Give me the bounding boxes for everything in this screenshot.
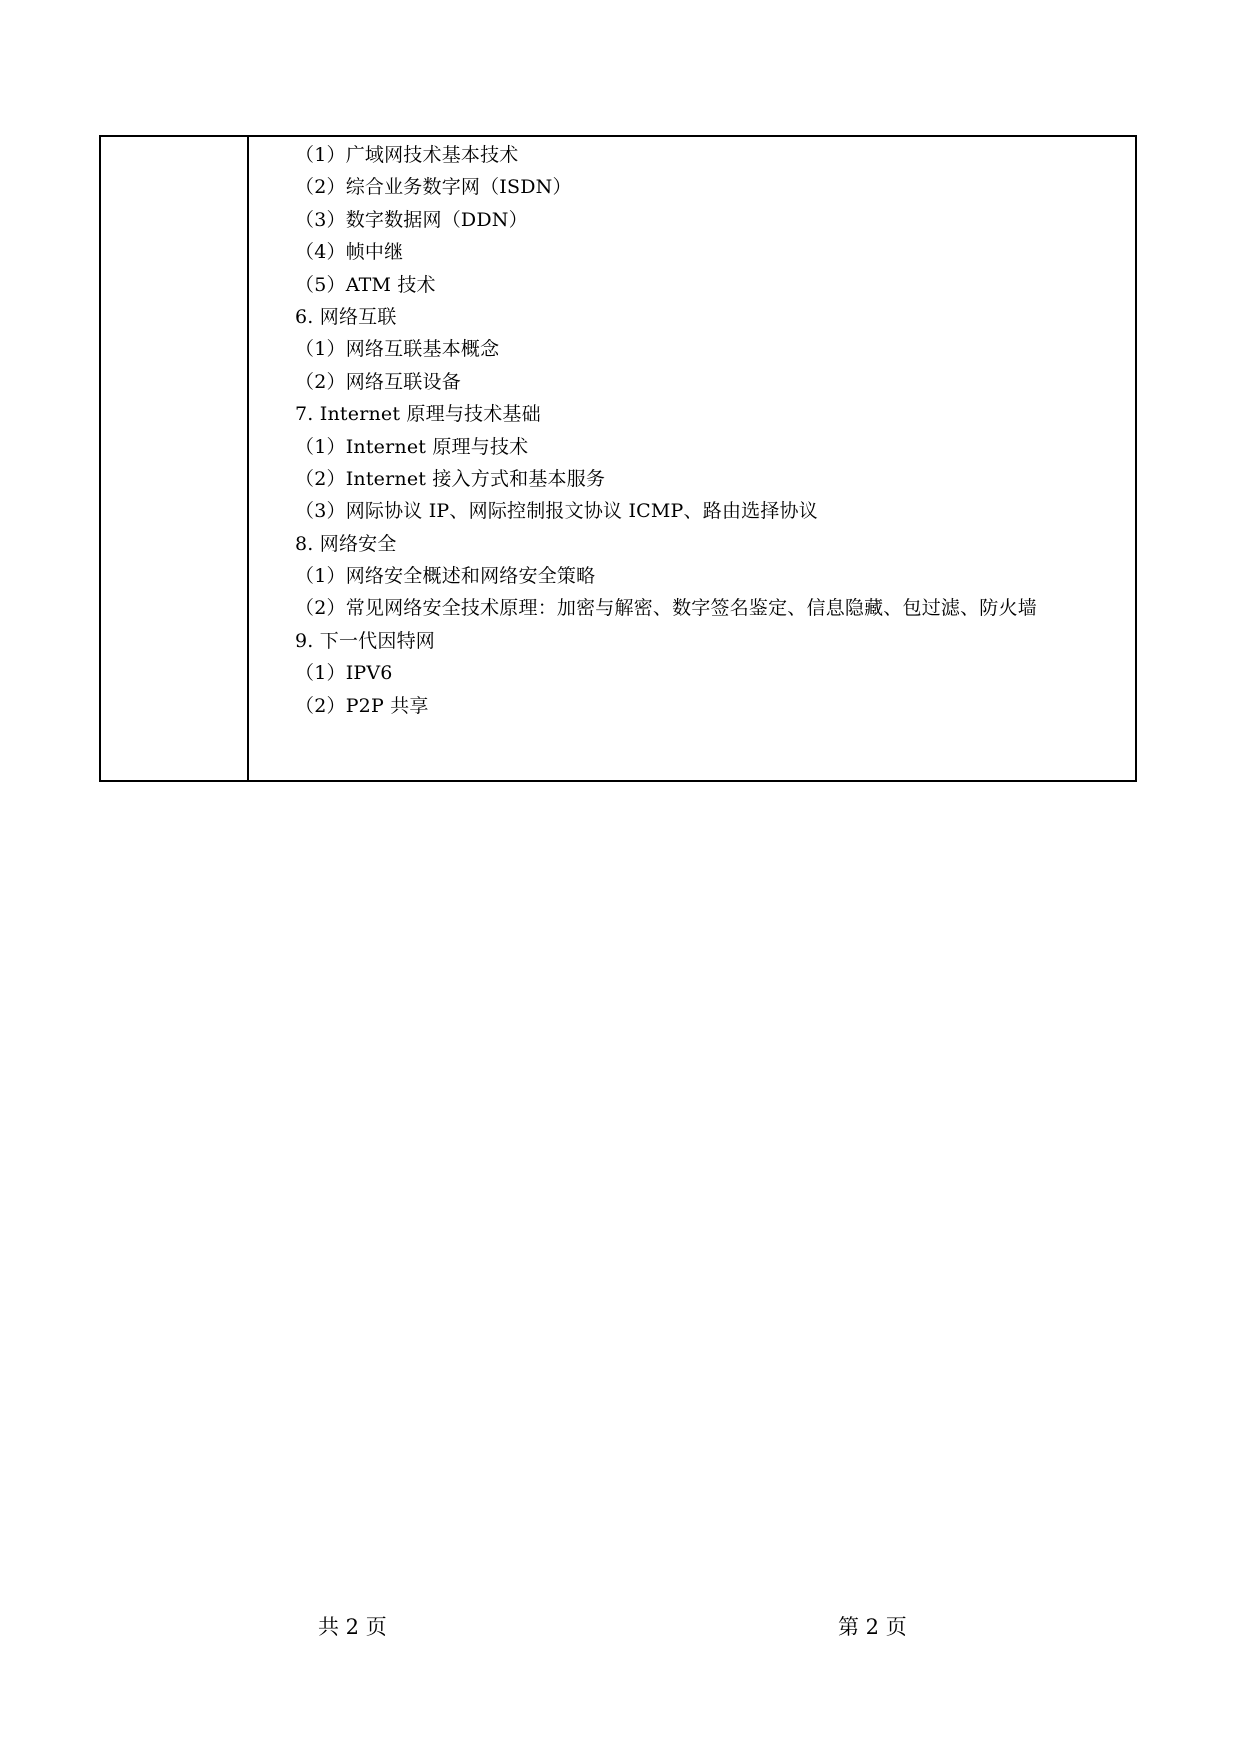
outline-line: （3）网际协议 IP、网际控制报文协议 ICMP、路由选择协议 [295, 500, 818, 523]
outline-line: （1）网络安全概述和网络安全策略 [295, 565, 596, 588]
outline-line: （3）数字数据网（DDN） [295, 208, 528, 231]
outline-line: （1）Internet 原理与技术 [295, 435, 529, 458]
outline-line: （2）网络互联设备 [295, 370, 461, 393]
outline-line: （1）广域网技术基本技术 [295, 144, 519, 166]
footer-page-number: 第 2 页 [838, 1615, 907, 1639]
table-left-cell [101, 137, 249, 780]
outline-line: （4）帧中继 [295, 241, 404, 264]
outline-section-heading: 6. 网络互联 [295, 305, 397, 328]
outline-line: （2）P2P 共享 [295, 694, 429, 717]
outline-line: （1）网络互联基本概念 [295, 338, 500, 361]
outline-line: （2）常见网络安全技术原理：加密与解密、数字签名鉴定、信息隐藏、包过滤、防火墙 [295, 597, 1037, 620]
outline-section-heading: 7. Internet 原理与技术基础 [295, 403, 541, 426]
syllabus-table [99, 135, 1137, 782]
outline-line: （2）Internet 接入方式和基本服务 [295, 467, 606, 490]
table-content-cell [249, 137, 1135, 780]
outline-section-heading: 9. 下一代因特网 [295, 629, 435, 652]
footer-total-pages: 共 2 页 [318, 1615, 387, 1639]
outline-line: （2）综合业务数字网（ISDN） [295, 176, 572, 199]
outline-section-heading: 8. 网络安全 [295, 532, 397, 555]
outline-line: （5）ATM 技术 [295, 273, 436, 296]
outline-line: （1）IPV6 [295, 662, 393, 685]
